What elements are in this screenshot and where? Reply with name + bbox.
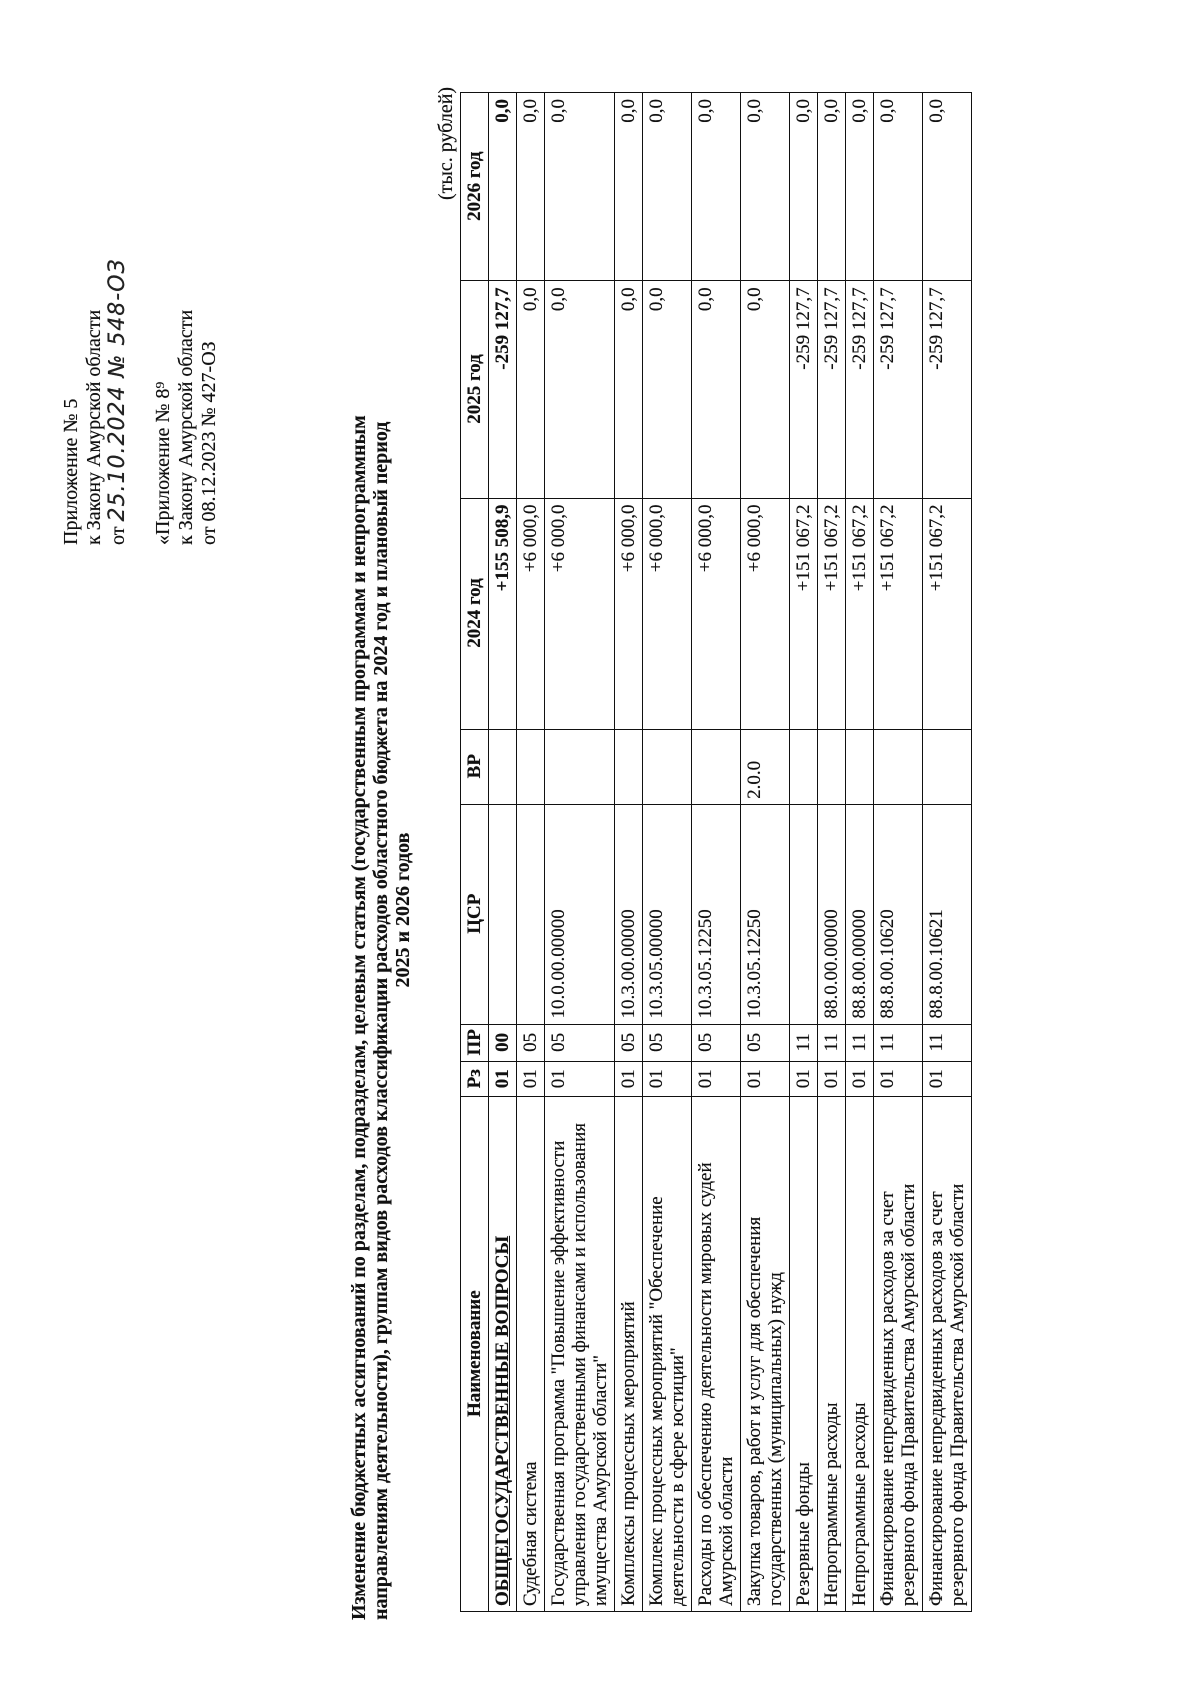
- cell-2025: -259 127,7: [923, 281, 972, 498]
- header-2025: 2025 год: [461, 281, 489, 498]
- prior-appendix-date: от 08.12.2023 № 427-ОЗ: [198, 341, 220, 545]
- table-row: [643, 93, 692, 1612]
- cell-2024: +151 067,2: [790, 498, 818, 729]
- cell-csr: 10.3.05.00000: [643, 804, 692, 1024]
- header-pr: ПР: [461, 1024, 489, 1062]
- cell-2024: +151 067,2: [874, 498, 923, 729]
- budget-table: [460, 92, 972, 1612]
- cell-csr: 10.3.05.12250: [692, 804, 741, 1024]
- cell-name: Государственная программа "Повышение эффективности управления государственными финансами и использования имущества Амурской области": [545, 1097, 615, 1612]
- cell-rz: 01: [846, 1062, 874, 1097]
- cell-name: Закупка товаров, работ и услуг для обеспечения государственных (муниципальных) нужд: [741, 1097, 790, 1612]
- cell-pr: 05: [517, 1024, 545, 1062]
- cell-2024: +151 067,2: [846, 498, 874, 729]
- cell-2026: 0,0: [846, 93, 874, 281]
- cell-rz: 01: [489, 1062, 517, 1097]
- cell-vr: [615, 729, 643, 804]
- cell-2025: 0,0: [692, 281, 741, 498]
- appendix-law-reference: к Закону Амурской области: [83, 309, 105, 545]
- cell-name: Финансирование непредвиденных расходов за счет резервного фонда Правительства Амурской области: [874, 1097, 923, 1612]
- cell-vr: [489, 729, 517, 804]
- cell-2025: 0,0: [615, 281, 643, 498]
- cell-csr: [489, 804, 517, 1024]
- cell-2024: +6 000,0: [692, 498, 741, 729]
- cell-rz: 01: [545, 1062, 615, 1097]
- table-row: [741, 93, 790, 1612]
- cell-vr: [923, 729, 972, 804]
- cell-2026: 0,0: [615, 93, 643, 281]
- cell-2024: +6 000,0: [741, 498, 790, 729]
- cell-2025: -259 127,7: [790, 281, 818, 498]
- cell-csr: 88.8.00.10621: [923, 804, 972, 1024]
- cell-csr: 88.0.00.00000: [818, 804, 846, 1024]
- cell-2024: +155 508,9: [489, 498, 517, 729]
- table-row: [692, 93, 741, 1612]
- cell-pr: 11: [818, 1024, 846, 1062]
- cell-2026: 0,0: [923, 93, 972, 281]
- cell-csr: 10.0.00.00000: [545, 804, 615, 1024]
- cell-vr: [545, 729, 615, 804]
- cell-name: Непрограммные расходы: [818, 1097, 846, 1612]
- cell-csr: [517, 804, 545, 1024]
- cell-2024: +6 000,0: [517, 498, 545, 729]
- cell-2024: +151 067,2: [818, 498, 846, 729]
- cell-vr: [818, 729, 846, 804]
- cell-name: Комплексы процессных мероприятий: [615, 1097, 643, 1612]
- header-name: Наименование: [461, 1097, 489, 1612]
- cell-pr: 05: [545, 1024, 615, 1062]
- header-vr: ВР: [461, 729, 489, 804]
- table-row: [923, 93, 972, 1612]
- cell-2026: 0,0: [692, 93, 741, 281]
- cell-name: Комплекс процессных мероприятий "Обеспечение деятельности в сфере юстиции": [643, 1097, 692, 1612]
- cell-2025: 0,0: [643, 281, 692, 498]
- cell-2026: 0,0: [489, 93, 517, 281]
- cell-2026: 0,0: [545, 93, 615, 281]
- table-row: [818, 93, 846, 1612]
- cell-name: Резервные фонды: [790, 1097, 818, 1612]
- appendix-number: Приложение № 5: [60, 398, 82, 545]
- cell-csr: [790, 804, 818, 1024]
- appendix-date-line: [106, 85, 130, 545]
- cell-name: Финансирование непредвиденных расходов за счет резервного фонда Правительства Амурской области: [923, 1097, 972, 1612]
- cell-vr: [790, 729, 818, 804]
- cell-2024: +6 000,0: [545, 498, 615, 729]
- document-title-line-3: 2025 и 2026 годов: [392, 832, 414, 988]
- cell-rz: 01: [923, 1062, 972, 1097]
- appendix-date-prefix: от: [107, 526, 129, 545]
- table-row: [846, 93, 874, 1612]
- table-row: [489, 93, 517, 1612]
- cell-csr: 88.8.00.00000: [846, 804, 874, 1024]
- cell-rz: 01: [874, 1062, 923, 1097]
- cell-2026: 0,0: [818, 93, 846, 281]
- cell-2026: 0,0: [517, 93, 545, 281]
- handwritten-law-date: 25.10.2024 № 548-ОЗ: [105, 258, 130, 522]
- cell-2025: 0,0: [545, 281, 615, 498]
- cell-rz: 01: [615, 1062, 643, 1097]
- cell-name: Судебная система: [517, 1097, 545, 1612]
- cell-vr: [874, 729, 923, 804]
- cell-rz: 01: [741, 1062, 790, 1097]
- cell-2024: +151 067,2: [923, 498, 972, 729]
- cell-pr: 05: [692, 1024, 741, 1062]
- table-row: [517, 93, 545, 1612]
- cell-pr: 05: [615, 1024, 643, 1062]
- cell-2024: +6 000,0: [615, 498, 643, 729]
- cell-2026: 0,0: [643, 93, 692, 281]
- cell-pr: 11: [846, 1024, 874, 1062]
- cell-pr: 11: [874, 1024, 923, 1062]
- cell-rz: 01: [818, 1062, 846, 1097]
- appendix-block: [60, 85, 221, 545]
- table-row: [790, 93, 818, 1612]
- cell-rz: 01: [692, 1062, 741, 1097]
- cell-pr: 05: [643, 1024, 692, 1062]
- cell-2025: -259 127,7: [874, 281, 923, 498]
- cell-2025: 0,0: [517, 281, 545, 498]
- cell-name: Непрограммные расходы: [846, 1097, 874, 1612]
- cell-rz: 01: [517, 1062, 545, 1097]
- header-2026: 2026 год: [461, 93, 489, 281]
- table-row: [874, 93, 923, 1612]
- header-2024: 2024 год: [461, 498, 489, 729]
- cell-2026: 0,0: [790, 93, 818, 281]
- cell-vr: [643, 729, 692, 804]
- cell-csr: 10.3.00.00000: [615, 804, 643, 1024]
- cell-pr: 11: [923, 1024, 972, 1062]
- header-rz: Рз: [461, 1062, 489, 1097]
- cell-rz: 01: [643, 1062, 692, 1097]
- document-title-line-1: Изменение бюджетных ассигнований по разделам, подразделам, целевым статьям (государственным программам и непрограммным: [348, 415, 370, 1620]
- cell-2026: 0,0: [741, 93, 790, 281]
- units-label: (тыс. рублей): [435, 86, 457, 200]
- cell-2026: 0,0: [874, 93, 923, 281]
- cell-2025: 0,0: [741, 281, 790, 498]
- header-csr: ЦСР: [461, 804, 489, 1024]
- document-page: [30, 70, 1180, 1650]
- cell-vr: 2.0.0: [741, 729, 790, 804]
- cell-pr: 05: [741, 1024, 790, 1062]
- cell-2024: +6 000,0: [643, 498, 692, 729]
- cell-vr: [517, 729, 545, 804]
- document-title: [348, 200, 414, 1620]
- table-header-row: [461, 93, 489, 1612]
- cell-2025: -259 127,7: [489, 281, 517, 498]
- cell-rz: 01: [790, 1062, 818, 1097]
- cell-name: ОБЩЕГОСУДАРСТВЕННЫЕ ВОПРОСЫ: [489, 1097, 517, 1612]
- cell-vr: [846, 729, 874, 804]
- prior-appendix-law-reference: к Закону Амурской области: [175, 309, 197, 545]
- cell-name: Расходы по обеспечению деятельности мировых судей Амурской области: [692, 1097, 741, 1612]
- cell-pr: 00: [489, 1024, 517, 1062]
- table-row: [545, 93, 615, 1612]
- cell-2025: -259 127,7: [818, 281, 846, 498]
- table-row: [615, 93, 643, 1612]
- cell-pr: 11: [790, 1024, 818, 1062]
- document-title-line-2: направлениям деятельности), группам видов расходов классификации расходов областного бюджета на 2024 год и плановый период: [370, 421, 392, 1620]
- cell-2025: -259 127,7: [846, 281, 874, 498]
- cell-csr: 88.8.00.10620: [874, 804, 923, 1024]
- cell-csr: 10.3.05.12250: [741, 804, 790, 1024]
- prior-appendix-number: «Приложение № 8⁹: [152, 381, 174, 545]
- cell-vr: [692, 729, 741, 804]
